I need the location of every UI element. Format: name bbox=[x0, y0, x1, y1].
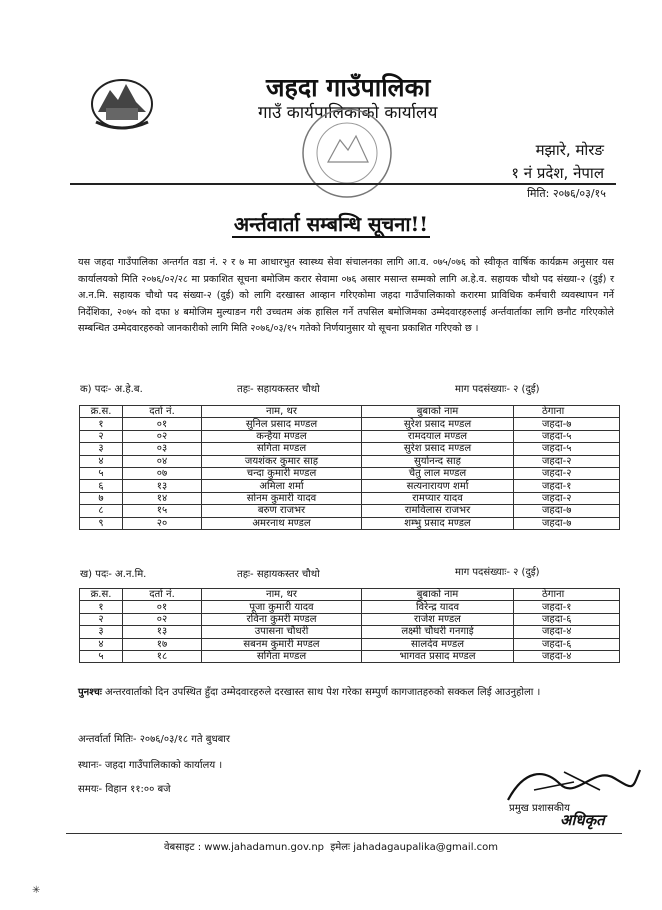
cell-address: जहदा-५ bbox=[514, 443, 620, 455]
cell-sn: २ bbox=[80, 430, 123, 442]
table-row bbox=[80, 467, 620, 479]
post-b-level: तहः- सहायकस्तर चौथो bbox=[237, 569, 320, 580]
cell-name: अमरनाथ मण्डल bbox=[202, 517, 362, 529]
cell-sn: ७ bbox=[80, 492, 123, 504]
cell-address: जहदा-२ bbox=[514, 467, 620, 479]
cell-sn: १ bbox=[80, 601, 123, 613]
table-row bbox=[80, 638, 620, 650]
cell-father: विरेन्द्र यादव bbox=[362, 601, 514, 613]
cell-name: सगिता मण्डल bbox=[202, 650, 362, 662]
cell-reg: १५ bbox=[123, 505, 202, 517]
post-b-demand: माग पदसंख्याः- २ (दुई) bbox=[455, 567, 540, 578]
cell-address: जहदा-७ bbox=[514, 505, 620, 517]
interview-date: अन्तर्वार्ता मितिः- २०७६/०३/१८ गते बुधबार bbox=[78, 734, 230, 745]
table-row bbox=[80, 480, 620, 492]
col-header-reg: दर्ता नं. bbox=[123, 589, 202, 601]
cell-address: जहदा-४ bbox=[514, 650, 620, 662]
page-mark: ✳ bbox=[32, 885, 41, 896]
cell-name: सगिता मण्डल bbox=[202, 443, 362, 455]
table-row bbox=[80, 517, 620, 529]
table-row bbox=[80, 505, 620, 517]
cell-name: सुनिल प्रसाद मण्डल bbox=[202, 418, 362, 430]
post-a-title: क) पदः- अ.हे.ब. bbox=[80, 384, 143, 395]
postscript-label: पुनश्चः bbox=[78, 687, 102, 698]
cell-father: शम्भु प्रसाद मण्डल bbox=[362, 517, 514, 529]
col-header-father: बुबाको नाम bbox=[362, 406, 514, 418]
table-row bbox=[80, 492, 620, 504]
table-row bbox=[80, 418, 620, 430]
cell-address: जहदा-७ bbox=[514, 418, 620, 430]
interview-place: स्थानः- जहदा गाउँपालिकाको कार्यालय । bbox=[78, 760, 223, 771]
cell-father: राजेश मण्डल bbox=[362, 613, 514, 625]
cell-name: रविना कुमरी मण्डल bbox=[202, 613, 362, 625]
notice-title bbox=[0, 210, 662, 237]
col-header-sn: क्र.स. bbox=[80, 589, 123, 601]
cell-father: सुरेश प्रसाद मण्डल bbox=[362, 443, 514, 455]
col-header-reg: दर्ता नं. bbox=[123, 406, 202, 418]
cell-address: जहदा-६ bbox=[514, 638, 620, 650]
cell-address: जहदा-१ bbox=[514, 480, 620, 492]
address-line-1: मझारे, मोरङ bbox=[535, 141, 604, 159]
cell-sn: ५ bbox=[80, 650, 123, 662]
cell-father: सुरेश प्रसाद मण्डल bbox=[362, 418, 514, 430]
post-a-demand: माग पदसंख्याः- २ (दुई) bbox=[455, 384, 540, 395]
cell-sn: ६ bbox=[80, 480, 123, 492]
col-header-sn: क्र.स. bbox=[80, 406, 123, 418]
office-seal-icon bbox=[298, 104, 396, 202]
cell-father: सुर्यानन्द साह bbox=[362, 455, 514, 467]
table-row bbox=[80, 430, 620, 442]
header-divider bbox=[70, 183, 616, 185]
notice-date: मिति: २०७६/०३/१५ bbox=[527, 187, 606, 200]
cell-father: सत्यनारायण शर्मा bbox=[362, 480, 514, 492]
col-header-name: नाम, थर bbox=[202, 589, 362, 601]
cell-father: भागवत प्रसाद मण्डल bbox=[362, 650, 514, 662]
cell-name: अमिला शर्मा bbox=[202, 480, 362, 492]
cell-sn: ८ bbox=[80, 505, 123, 517]
cell-name: बरुण राजभर bbox=[202, 505, 362, 517]
website-label: वेबसाइट : bbox=[163, 842, 202, 853]
table-row bbox=[80, 601, 620, 613]
cell-reg: ०१ bbox=[123, 418, 202, 430]
col-header-address: ठेगाना bbox=[514, 406, 620, 418]
cell-name: कन्हैया मण्डल bbox=[202, 430, 362, 442]
signatory-role: अधिकृत bbox=[560, 811, 605, 829]
postscript-text: अन्तरवार्ताको दिन उपस्थित हुँदा उम्मेदवारहरुले दरखास्त साथ पेश गरेका सम्पुर्ण कागजातहरुको सक्कल लिई आउनुहोला । bbox=[101, 687, 541, 698]
cell-father: चैतु लाल मण्डल bbox=[362, 467, 514, 479]
cell-name: जयशंकर कुमार साह bbox=[202, 455, 362, 467]
cell-name: उपासना चौधरी bbox=[202, 626, 362, 638]
post-b-title: ख) पदः- अ.न.मि. bbox=[80, 569, 147, 580]
email-label: इमेलः bbox=[330, 842, 351, 853]
table-row bbox=[80, 650, 620, 662]
cell-reg: ०३ bbox=[123, 443, 202, 455]
email-link[interactable]: jahadagaupalika@gmail.com bbox=[353, 842, 499, 853]
cell-father: लक्ष्मी चौधरी गनगाई bbox=[362, 626, 514, 638]
table-row bbox=[80, 455, 620, 467]
table-row bbox=[80, 626, 620, 638]
org-name: जहदा गाउँपालिका bbox=[266, 73, 431, 102]
cell-father: सालदेव मण्डल bbox=[362, 638, 514, 650]
cell-sn: ३ bbox=[80, 443, 123, 455]
cell-address: जहदा-१ bbox=[514, 601, 620, 613]
cell-address: जहदा-६ bbox=[514, 613, 620, 625]
signatory-title: प्रमुख प्रशासकीय bbox=[509, 803, 570, 814]
footer-divider bbox=[66, 833, 622, 834]
table-header-row bbox=[80, 406, 620, 418]
cell-sn: २ bbox=[80, 613, 123, 625]
cell-address: जहदा-२ bbox=[514, 455, 620, 467]
cell-father: रामविलास राजभर bbox=[362, 505, 514, 517]
interview-time: समयः- विहान ११:०० बजे bbox=[78, 784, 171, 795]
cell-sn: ३ bbox=[80, 626, 123, 638]
cell-reg: १३ bbox=[123, 626, 202, 638]
cell-reg: ०२ bbox=[123, 613, 202, 625]
col-header-address: ठेगाना bbox=[514, 589, 620, 601]
cell-sn: ४ bbox=[80, 455, 123, 467]
cell-reg: १७ bbox=[123, 638, 202, 650]
cell-reg: ०४ bbox=[123, 455, 202, 467]
candidates-table-a bbox=[79, 405, 620, 530]
office-name: गाउँ कार्यपालिकाको कार्यालय bbox=[258, 103, 438, 123]
cell-father: रामप्यार यादव bbox=[362, 492, 514, 504]
notice-body: यस जहदा गाउँपालिका अन्तर्गत वडा नं. २ र ७ मा आधारभुत स्वास्थ्य सेवा संचालनका लागि आ.व. ०७५/०७६ को स्वीकृत वार्षिक कार्यक्रम अनुसार यस कार्यालयको मिति २०७६/०२/२८ मा प्रकाशित सूचना बमोजिम करार सेवामा ०७६ असार मसान्त सम्मको लागि अ.हे.व. सहायक चौथो पद संख्या-२ (दुई) र अ.न.मि. सहायक चौथो पद संख्या-२ (दुई) को लागि दरखास्त आव्हान गरिएकोमा जहदा गाउँपालिकाको करारमा प्राविधिक कर्मचारी व्यवस्थापन गर्ने निर्देशिका, २०७५ को दफा ४ बमोजिम मुल्याङन गरी उच्चतम अंक हासिल गर्ने तपसिल बमोजिमका उम्मेदवारहरुलाई अर्न्तवार्ताका लागि छनौट गरिएकोले सम्बन्धित उम्मेदवारहरुको जानकारीको लागि मिति २०७६/०३/१५ गतेको निर्णयानुसार यो सूचना प्रकाशित गरिएको छ । bbox=[78, 257, 614, 335]
cell-address: जहदा-४ bbox=[514, 626, 620, 638]
cell-name: चन्दा कुमारी मण्डल bbox=[202, 467, 362, 479]
address-line-2: १ नं प्रदेश, नेपाल bbox=[511, 164, 604, 182]
website-link[interactable]: www.jahadamun.gov.np bbox=[204, 842, 325, 853]
cell-sn: ४ bbox=[80, 638, 123, 650]
post-a-level: तहः- सहायकस्तर चौथो bbox=[237, 384, 320, 395]
cell-reg: ०७ bbox=[123, 467, 202, 479]
cell-name: सबनम कुमारी मण्डल bbox=[202, 638, 362, 650]
cell-address: जहदा-५ bbox=[514, 430, 620, 442]
cell-reg: १४ bbox=[123, 492, 202, 504]
candidates-table-b bbox=[79, 588, 620, 663]
postscript-note bbox=[78, 684, 618, 701]
cell-name: सोनम कुमारी यादव bbox=[202, 492, 362, 504]
nepal-emblem-icon bbox=[88, 72, 156, 132]
col-header-name: नाम, थर bbox=[202, 406, 362, 418]
cell-sn: ५ bbox=[80, 467, 123, 479]
cell-sn: १ bbox=[80, 418, 123, 430]
cell-name: पूजा कुमारी यादव bbox=[202, 601, 362, 613]
cell-reg: १८ bbox=[123, 650, 202, 662]
cell-sn: ९ bbox=[80, 517, 123, 529]
table-header-row bbox=[80, 589, 620, 601]
cell-reg: १३ bbox=[123, 480, 202, 492]
cell-reg: ०१ bbox=[123, 601, 202, 613]
cell-reg: २० bbox=[123, 517, 202, 529]
notice-title-text: अर्न्तवार्ता सम्बन्धि सूचना!! bbox=[233, 212, 429, 236]
table-row bbox=[80, 613, 620, 625]
cell-address: जहदा-२ bbox=[514, 492, 620, 504]
footer-contact bbox=[0, 839, 662, 853]
cell-address: जहदा-७ bbox=[514, 517, 620, 529]
cell-father: रामदयाल मण्डल bbox=[362, 430, 514, 442]
cell-reg: ०२ bbox=[123, 430, 202, 442]
table-row bbox=[80, 443, 620, 455]
col-header-father: बुबाको नाम bbox=[362, 589, 514, 601]
